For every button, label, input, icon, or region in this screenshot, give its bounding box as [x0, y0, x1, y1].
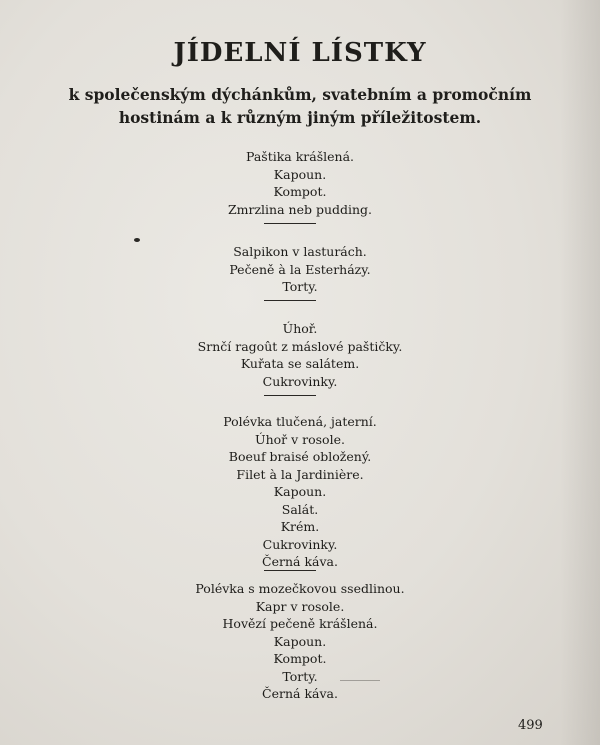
menu-5 [180, 580, 420, 703]
menu-2 [180, 243, 420, 296]
menu-item: Torty. [282, 668, 318, 684]
menu-item: Kapoun. [273, 484, 327, 499]
menu-item: Boeuf braisé obložený. [228, 449, 372, 464]
menu-item: Úhoř v rosole. [255, 431, 345, 447]
menu-item: Cukrovinky. [262, 536, 338, 552]
ink-speck [134, 238, 140, 242]
menu-1 [180, 148, 420, 218]
menu-item: Krém. [280, 519, 320, 534]
menu-item: Cukrovinky. [262, 373, 338, 389]
menu-divider [264, 570, 316, 571]
menu-4 [180, 413, 420, 571]
menu-item: Polévka s mozečkovou ssedlinou. [195, 581, 405, 596]
menu-item: Kapr v rosole. [255, 598, 345, 614]
menu-item: Srnčí ragoût z máslové paštičky. [197, 338, 403, 354]
menu-item: Paštika krášlená. [245, 149, 355, 164]
menu-divider [264, 395, 316, 396]
menu-item: Filet à la Jardinière. [236, 466, 364, 482]
menu-divider [264, 300, 316, 301]
smudge-mark [340, 680, 380, 681]
menu-item: Torty. [282, 279, 318, 294]
page-title: JÍDELNÍ LÍSTKY [173, 38, 427, 68]
page-subtitle [20, 83, 580, 129]
menu-item: Černá káva. [262, 686, 338, 701]
menu-3 [180, 320, 420, 390]
menu-item: Kompot. [273, 184, 327, 199]
menu-item: Kuřata se salátem. [240, 356, 360, 371]
menu-item: Zmrzlina neb pudding. [227, 201, 373, 217]
menu-divider [264, 223, 316, 224]
menu-item: Hovězí pečeně krášlená. [222, 616, 378, 631]
menu-item: Černá káva. [262, 554, 338, 569]
menu-item: Pečeně à la Esterházy. [229, 261, 371, 277]
menu-item: Kapoun. [273, 633, 327, 649]
menu-item: Salát. [281, 501, 319, 517]
menu-item: Salpikon v lasturách. [233, 244, 367, 259]
subtitle-line-2: hostinám a k různým jiným příležitostem. [118, 108, 482, 127]
page-number: 499 [518, 718, 543, 733]
menu-item: Úhoř. [282, 321, 318, 336]
menu-item: Kompot. [273, 651, 327, 666]
subtitle-line-1: k společenským dýchánkům, svatebním a promočním [68, 85, 532, 104]
menu-item: Kapoun. [273, 166, 327, 182]
menu-item: Polévka tlučená, jaterní. [223, 414, 377, 429]
